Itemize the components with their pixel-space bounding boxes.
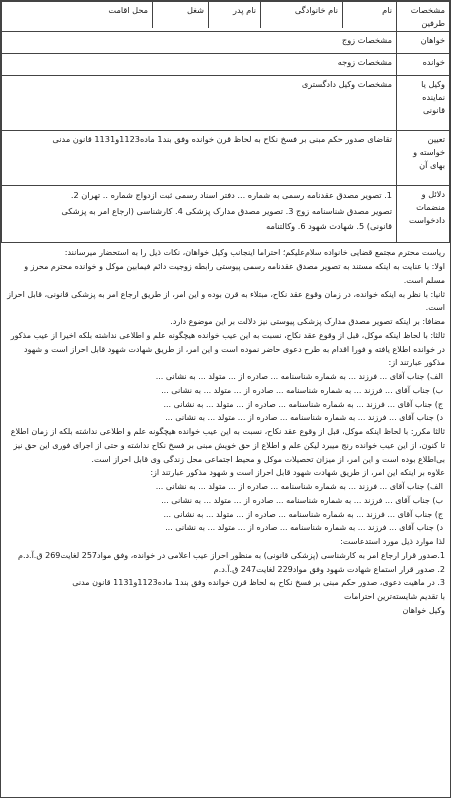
defendant-label: خوانده: [397, 54, 450, 76]
evidence-line: 1. تصویر مصدق عقدنامه رسمی به شماره ... دفتر اسناد رسمی ثبت ازدواج شماره .. تهران 2.: [70, 190, 392, 201]
paragraph-firstly: اولا: با عنایت به اینکه مستند به تصویر مصدق عقدنامه رسمی پیوستی رابطه زوجیت دائم فیمابین موکل و خوانده محترم محرز و مسلم است.: [24, 262, 445, 285]
paragraph-secondly: ثانیا: با نظر به اینکه خوانده، در زمان وقوع عقد نکاح، مبتلاء به قرن بوده و این امر، از طریق ارجاع امر به پزشکی قانونی، قابل احراز است.: [7, 289, 445, 313]
request-item: 3. در ماهیت دعوی، صدور حکم مبنی بر فسخ نکاح به لحاظ قرن خوانده وفق بند1 ماده1123و1131 قانون مدنی: [72, 578, 445, 588]
paragraph-witnesses-intro: علاوه بر اینکه این امر، از طریق شهادت شهود قابل احراز است و شهود مذکور عبارتند از:: [150, 468, 445, 478]
closing-text: با تقدیم شایسته‌ترین احترامات: [344, 592, 445, 602]
parties-label: مشخصات طرفین: [397, 2, 450, 32]
witness-item: ج) جناب آقای ... فرزند ... به شماره شناسنامه ... صادره از ... متولد ... به نشانی ...: [163, 399, 443, 409]
attorney-row: [2, 76, 450, 131]
header-father-name: نام پدر: [208, 2, 260, 28]
header-first-name: نام: [342, 2, 396, 28]
claim-row: [2, 131, 450, 186]
evidence-line: تصویر مصدق شناسنامه زوج 3. تصویر مصدق مدارک پزشکی 4. کارشناسی (ارجاع امر به پزشکی: [61, 205, 392, 216]
evidence-label: دلائل و منضمات دادخواست: [397, 186, 450, 243]
paragraph-thirdly-repeat: ثالثا مکرر: با لحاظ اینکه موکل، قبل از وقوع عقد نکاح، نسبت به این عیب خوانده هیچگونه علم و اطلاعی نداشته بلکه از زمان اطلاع تا کنون، از این عیب خوانده رنج میبرد لیکن علم و اطلاع از حق خویش مبنی بر فسخ نکاح نداشته و حتی از اجرای فوری این حق نیز بی‌اطلاع بوده است و این امر، از میزان تحصیلات موکل و محیط اجتماعی محل زندگی وی قابل احراز است.: [10, 427, 445, 464]
claim-label: تعیین خواسته و بهای آن: [397, 131, 450, 186]
plaintiff-label: خواهان: [397, 32, 450, 54]
salutation: ریاست محترم مجتمع قضایی خانواده سلام‌علیکم؛ احتراما اینجانب وکیل خواهان، نکات ذیل را به استحضار میرسانند:: [64, 248, 445, 258]
witness-item: ب) جناب آقای ... فرزند ... به شماره شناسنامه ... صادره از ... متولد ... به نشانی ...: [161, 495, 443, 505]
attorney-label: وکیل یا نماینده قانونی: [397, 76, 450, 131]
parties-header-grid: [2, 2, 396, 28]
paragraph-thirdly: ثالثا: با لحاظ اینکه موکل، قبل از وقوع عقد نکاح، نسبت به این عیب خوانده هیچگونه علم و اطلاعی نداشته بلکه اخیرا از عیب مذکور در خوانده اطلاع یافته و فورا اقدام به طرح دعوی حاضر نموده است و این امر، از طریق شهادت شهود قابل احراز است و شهود مذکور عبارتند از:: [10, 330, 445, 368]
plaintiff-value: مشخصات زوج: [2, 32, 397, 54]
petition-table: [1, 1, 450, 243]
claim-value: تقاضای صدور حکم مبنی بر فسخ نکاح به لحاظ قرن خوانده وفق بند1 ماده1123و1131 قانون مدنی: [2, 131, 397, 186]
witness-item: ج) جناب آقای ... فرزند ... به شماره شناسنامه ... صادره از ... متولد ... به نشانی ...: [163, 509, 443, 519]
signer-text: وکیل خواهان: [402, 605, 445, 615]
parties-row: [2, 2, 450, 32]
defendant-value: مشخصات زوجه: [2, 54, 397, 76]
header-residence: محل اقامت: [108, 5, 148, 15]
petition-body: [1, 243, 450, 620]
evidence-row: [2, 186, 450, 243]
header-last-name: نام خانوادگی: [260, 2, 342, 28]
witness-item: د) جناب آقای ... فرزند ... به شماره شناسنامه ... صادره از ... متولد ... به نشانی ...: [165, 413, 443, 423]
defendant-row: [2, 54, 450, 76]
witness-item: الف) جناب آقای ... فرزند ... به شماره شناسنامه ... صادره از ... متولد ... به نشانی ...: [155, 482, 443, 492]
request-item: 2. صدور قرار استماع شهادت شهود وفق مواد229 لغایت247 ق.آ.د.م: [213, 564, 445, 574]
attorney-value: مشخصات وکیل دادگستری: [2, 76, 397, 131]
witness-item: ب) جناب آقای ... فرزند ... به شماره شناسنامه ... صادره از ... متولد ... به نشانی ...: [161, 385, 443, 395]
evidence-line: قانونی) 5. شهادت شهود 6. وکالتنامه: [266, 220, 392, 231]
plaintiff-row: [2, 32, 450, 54]
header-occupation: شغل: [152, 2, 208, 28]
witness-item: الف) جناب آقای ... فرزند ... به شماره شناسنامه ... صادره از ... متولد ... به نشانی ...: [155, 372, 443, 382]
requests-title: لذا موارد ذیل مورد استدعاست:: [340, 537, 445, 547]
request-item: 1.صدور قرار ارجاع امر به کارشناسی (پزشکی قانونی) به منظور احراز عیب اعلامی در خوانده، وفق مواد257 لغایت269 ق.آ.د.م: [17, 550, 445, 560]
paragraph-moreover: مضافا: بر اینکه تصویر مصدق مدارک پزشکی پیوستی نیز دلالت بر این موضوع دارد.: [170, 317, 445, 327]
witness-item: د) جناب آقای ... فرزند ... به شماره شناسنامه ... صادره از ... متولد ... به نشانی ...: [165, 523, 443, 533]
